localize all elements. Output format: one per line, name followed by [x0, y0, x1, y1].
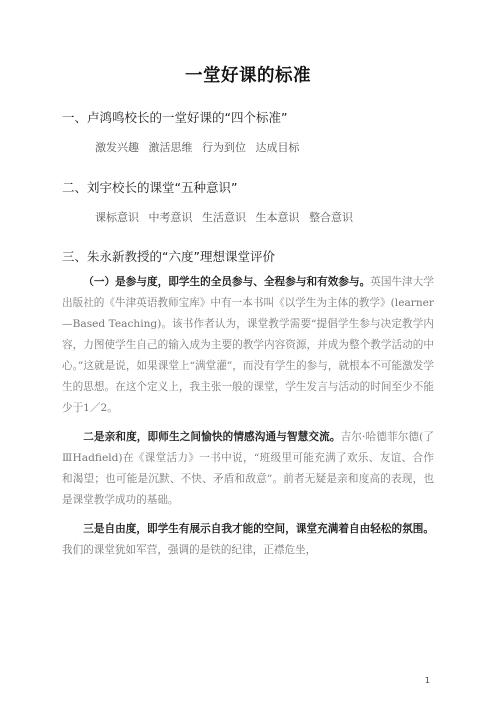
- paragraph-body: 我们的课堂犹如军营，强调的是铁的纪律，正襟危坐，: [62, 544, 317, 556]
- paragraph-lead: 二是亲和度，即师生之间愉快的情感沟通与智慧交流。: [83, 431, 341, 443]
- paragraph-lead: 三是自由度，即学生有展示自我才能的空间，课堂充满着自由轻松的氛围。: [83, 523, 434, 535]
- section-items-2: 课标意识 中考意识 生活意识 生本意识 整合意识: [95, 211, 353, 224]
- section-items-1: 激发兴趣 激活思维 行为到位 达成目标: [95, 141, 300, 154]
- paragraph-body: 吉尔·哈德菲尔德(了ⅢHadfield)在《课堂活力》一书中说，“班级里可能充满了欢乐、友谊、合作和渴望；也可能是沉默、不快、矛盾和敌意”。前者无疑是亲和度高的表现，也是课堂教学成功的基础。: [62, 431, 435, 506]
- page-title: 一堂好课的标准: [185, 66, 311, 86]
- paragraph-affinity: [62, 427, 434, 511]
- section-heading-2: 二、刘宇校长的课堂“五种意识”: [62, 180, 238, 195]
- paragraph-freedom: [62, 519, 434, 561]
- paragraph-lead: （一）是参与度，即学生的全员参与、全程参与和有效参与。: [83, 276, 371, 288]
- paragraph-participation: [62, 272, 434, 419]
- section-heading-1: 一、卢鸿鸣校长的一堂好课的“四个标准”: [62, 110, 288, 125]
- section-heading-3: 三、朱永新教授的“六度”理想课堂评价: [62, 249, 275, 264]
- body-text: [62, 272, 434, 561]
- paragraph-body: 英国牛津大学出版社的《牛津英语教师宝库》中有一本书叫《以学生为主体的教学》(learner—Based Teaching)。该书作者认为，课堂教学需要“提倡学生参与决定教学内容，力图使学生自己的输入成为主要的教学内容资源，并成为整个教学活动的中心。”这就是说，如果课堂上“满堂灌”，而没有学生的参与，就根本不可能激发学生的思想。在这个定义上，我主张一般的课堂，学生发言与活动的时间至少不能少于1／2。: [62, 276, 435, 414]
- page-number: 1: [424, 676, 430, 685]
